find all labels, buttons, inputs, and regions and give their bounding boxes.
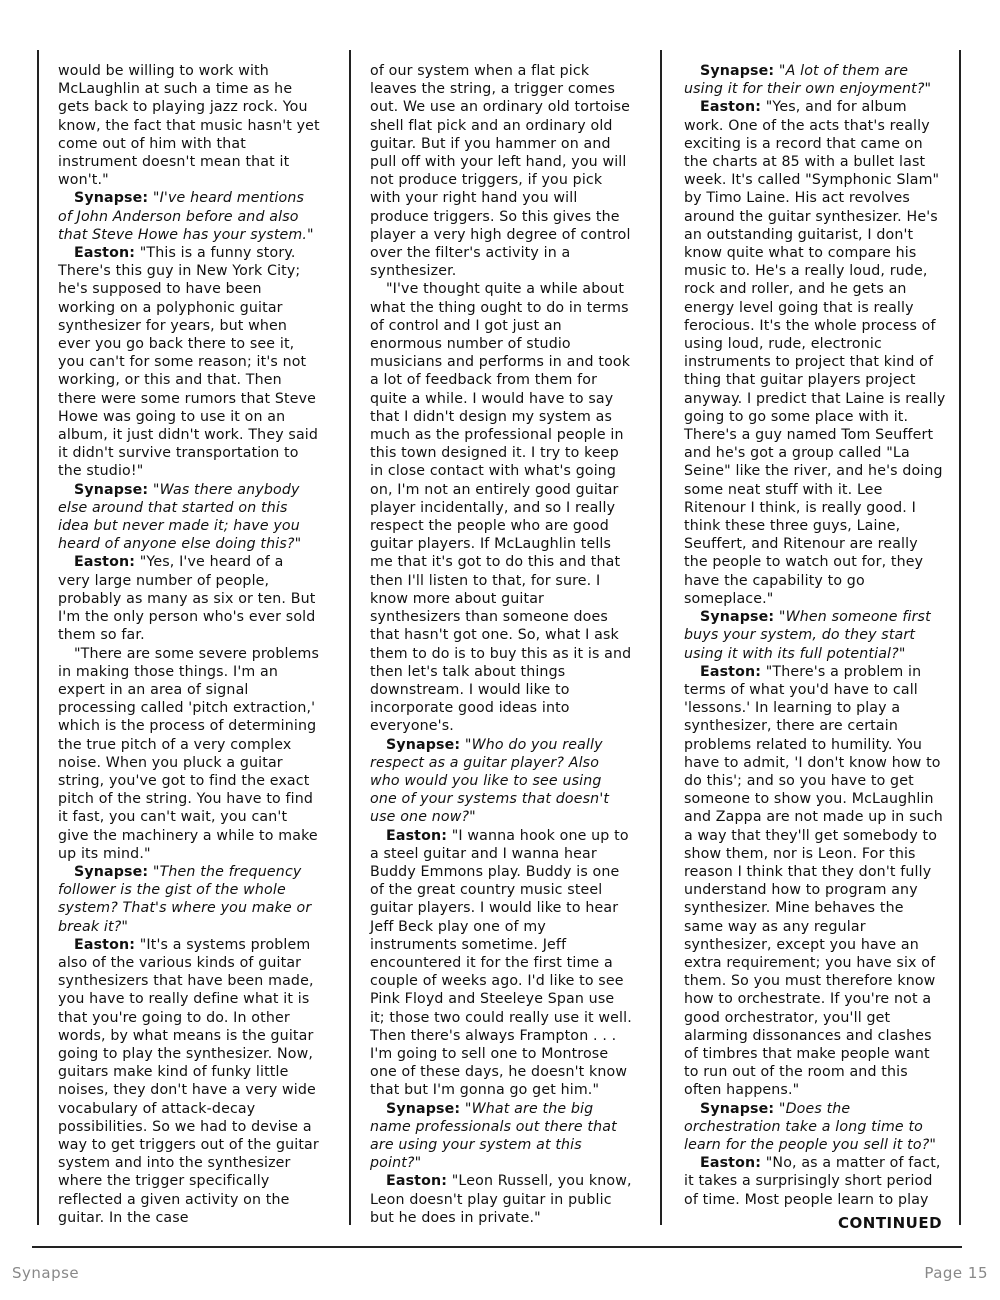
paragraph-text: "Leon Russell, you know, Leon doesn't play guitar in public but he does in private." bbox=[370, 1173, 632, 1226]
paragraph-text: "Yes, and for album work. One of the acts that's really exciting is a record that came on the charts at 85 with a bullet last week. It's called "Symphonic Slam" by Timo Laine. His act revolves around the guitar synthesizer. He's an outstanding guitarist, I don't know quite what to compare his music to. He's a really loud, rude, rock and roller, and he gets an energy level going that is really ferocious. It's the whole process of using loud, rude, electronic instruments to project that kind of thing that guitar players project anyway. I predict that Laine is really going to go some place with it. There's a guy named Tom Seuffert and he's got a group called "La Seine" like the river, and he's doing some neat stuff with it. Lee Ritenour I think, is really good. I think these three guys, Laine, Seuffert, and Ritenour are really the people to watch out for, they have the capability to go someplace." bbox=[684, 99, 946, 607]
speaker-label: Easton: bbox=[74, 245, 136, 262]
paragraph bbox=[684, 98, 946, 608]
paragraph bbox=[58, 553, 320, 644]
paragraph-text: "Yes, I've heard of a very large number of people, probably as many as six or ten. But I'm the only person who's ever sold them so far. bbox=[58, 554, 316, 644]
speaker-label: Easton: bbox=[74, 554, 136, 571]
continued-label: CONTINUED bbox=[838, 1214, 943, 1232]
article-column-1 bbox=[58, 62, 320, 1227]
paragraph bbox=[58, 244, 320, 481]
speaker-label: Easton: bbox=[386, 1173, 448, 1190]
interview-question: "A lot of them are using it for their own enjoyment?" bbox=[684, 63, 932, 98]
paragraph-text: "There's a problem in terms of what you'd have to call 'lessons.' In learning to play a synthesizer, there are certain problems related to humility. You have to admit, 'I don't know how to do this'; and so you have to get someone to show you. McLaughlin and Zappa are not made up in such a way that they'll get somebody to show them, nor is Leon. For this reason I think that they don't fully understand how to program any synthesizer. Mine behaves the same way as any regular synthesizer, except you have an extra requirement; you have six of them. So you must therefore know how to orchestrate. If you're not a good orchestrator, you'll get alarming dissonances and clashes of timbres that make people want to run out of the room and this often happens." bbox=[684, 663, 943, 1099]
paragraph bbox=[684, 608, 946, 663]
paragraph-text: "There are some severe problems in making those things. I'm an expert in an area of signal processing called 'pitch extraction,' which is the process of determining the true pitch of a very complex noise. When you pluck a guitar string, you've got to find the exact pitch of the string. You have to find it fast, you can't wait, you can't give the machinery a while to make up its mind." bbox=[58, 645, 320, 862]
paragraph bbox=[58, 62, 320, 189]
paragraph-text: would be willing to work with McLaughlin at such a time as he gets back to playing jazz rock. You know, the fact that music hasn't yet come out of him with that instrument doesn't mean that it won't." bbox=[58, 63, 320, 189]
speaker-label: Synapse: bbox=[74, 190, 149, 207]
interview-question: "I've heard mentions of John Anderson before and also that Steve Howe has your system." bbox=[58, 190, 314, 243]
paragraph bbox=[370, 827, 632, 1100]
interview-question: "Who do you really respect as a guitar player? Also who would you like to see using one of your systems that doesn't use one now?" bbox=[370, 736, 610, 826]
paragraph bbox=[58, 645, 320, 863]
footer-publication: Synapse bbox=[12, 1264, 80, 1282]
paragraph-text: "This is a funny story. There's this guy in New York City; he's supposed to have been working on a polyphonic guitar synthesizer for years, but when ever you go back there to see it, you can't for some reason; it's not working, or this and that. Then there were some rumors that Steve Howe was going to use it on an album, it just didn't work. They said it didn't survive transportation to the studio!" bbox=[58, 245, 319, 480]
paragraph bbox=[58, 936, 320, 1227]
paragraph bbox=[58, 189, 320, 244]
paragraph bbox=[370, 1172, 632, 1227]
paragraph bbox=[684, 62, 946, 98]
speaker-label: Synapse: bbox=[700, 63, 775, 79]
speaker-label: Easton: bbox=[386, 827, 448, 844]
speaker-label: Easton: bbox=[700, 663, 762, 680]
column-rule-left bbox=[37, 50, 39, 1225]
article-column-2 bbox=[370, 62, 632, 1227]
speaker-label: Easton: bbox=[700, 99, 762, 116]
paragraph bbox=[684, 1154, 946, 1209]
speaker-label: Synapse: bbox=[700, 609, 775, 626]
paragraph bbox=[684, 663, 946, 1100]
interview-question: "Then the frequency follower is the gist of the whole system? That's where you make or break it?" bbox=[58, 863, 312, 935]
column-rule-right bbox=[959, 50, 961, 1225]
footer-page-number: Page 15 bbox=[924, 1264, 988, 1282]
paragraph bbox=[370, 280, 632, 735]
paragraph bbox=[684, 1100, 946, 1155]
speaker-label: Synapse: bbox=[700, 1100, 775, 1117]
speaker-label: Synapse: bbox=[386, 736, 461, 753]
paragraph bbox=[370, 1100, 632, 1173]
article-column-3 bbox=[684, 62, 946, 1209]
paragraph bbox=[370, 736, 632, 827]
speaker-label: Easton: bbox=[74, 936, 136, 953]
speaker-label: Synapse: bbox=[74, 481, 149, 498]
footer-rule bbox=[32, 1246, 962, 1248]
interview-question: "Does the orchestration take a long time to learn for the people you sell it to?" bbox=[684, 1100, 937, 1153]
paragraph-text: "I've thought quite a while about what the thing ought to do in terms of control and I got just an enormous number of studio musicians and performs in and took a lot of feedback from them for quite a while. I would have to say that I didn't design my system as much as the professional people in this town designed it. I try to keep in close contact with what's going on, I'm not an entirely good guitar player incidentally, and so I really respect the people who are good guitar players. If McLaughlin tells me that it's got to do this and that then I'll listen to that, for sure. I know more about guitar synthesizers than someone does that hasn't got one. So, what I ask them to do is to buy this as it is and then let's talk about things downstream. I would like to incorporate good ideas into everyone's. bbox=[370, 281, 632, 735]
paragraph-text: "No, as a matter of fact, it takes a surprisingly short period of time. Most people learn to play bbox=[684, 1155, 941, 1208]
paragraph-text: "I wanna hook one up to a steel guitar and I wanna hear Buddy Emmons play. Buddy is one of the great country music steel guitar players. I would like to hear Jeff Beck play one of my instruments sometime. Jeff encountered it for the first time a couple of weeks ago. I'd like to see Pink Floyd and Steeleye Span use it; those two could really use it well. Then there's always Frampton . . . I'm going to sell one to Montrose one of these days, he doesn't know that but I'm gonna go get him." bbox=[370, 827, 632, 1099]
speaker-label: Synapse: bbox=[74, 863, 149, 880]
paragraph-text: "It's a systems problem also of the various kinds of guitar synthesizers that have been made, you have to really define what it is that you're going to do. In other words, by what means is the guitar going to play the synthesizer. Now, guitars make kind of funky little noises, they don't have a very wide vocabulary of attack-decay possibilities. So we had to devise a way to get triggers out of the guitar system and into the synthesizer where the trigger specifically reflected a given activity on the guitar. In the case bbox=[58, 936, 319, 1226]
column-rule-middle-right bbox=[660, 50, 662, 1225]
speaker-label: Synapse: bbox=[386, 1100, 461, 1117]
paragraph-text: of our system when a flat pick leaves the string, a trigger comes out. We use an ordinary old tortoise shell flat pick and an ordinary old guitar. But if you hammer on and pull off with your left hand, you will not produce triggers, if you pick with your right hand you will produce triggers. So this gives the player a very high degree of control over the filter's activity in a synthesizer. bbox=[370, 63, 631, 280]
interview-question: "When someone first buys your system, do they start using it with its full potential?" bbox=[684, 609, 931, 662]
paragraph bbox=[370, 62, 632, 280]
interview-question: "What are the big name professionals out there that are using your system at this point?" bbox=[370, 1100, 617, 1172]
speaker-label: Easton: bbox=[700, 1155, 762, 1172]
column-rule-middle-left bbox=[349, 50, 351, 1225]
paragraph bbox=[58, 481, 320, 554]
interview-question: "Was there anybody else around that started on this idea but never made it; have you heard of anyone else doing this?" bbox=[58, 481, 302, 553]
paragraph bbox=[58, 863, 320, 936]
